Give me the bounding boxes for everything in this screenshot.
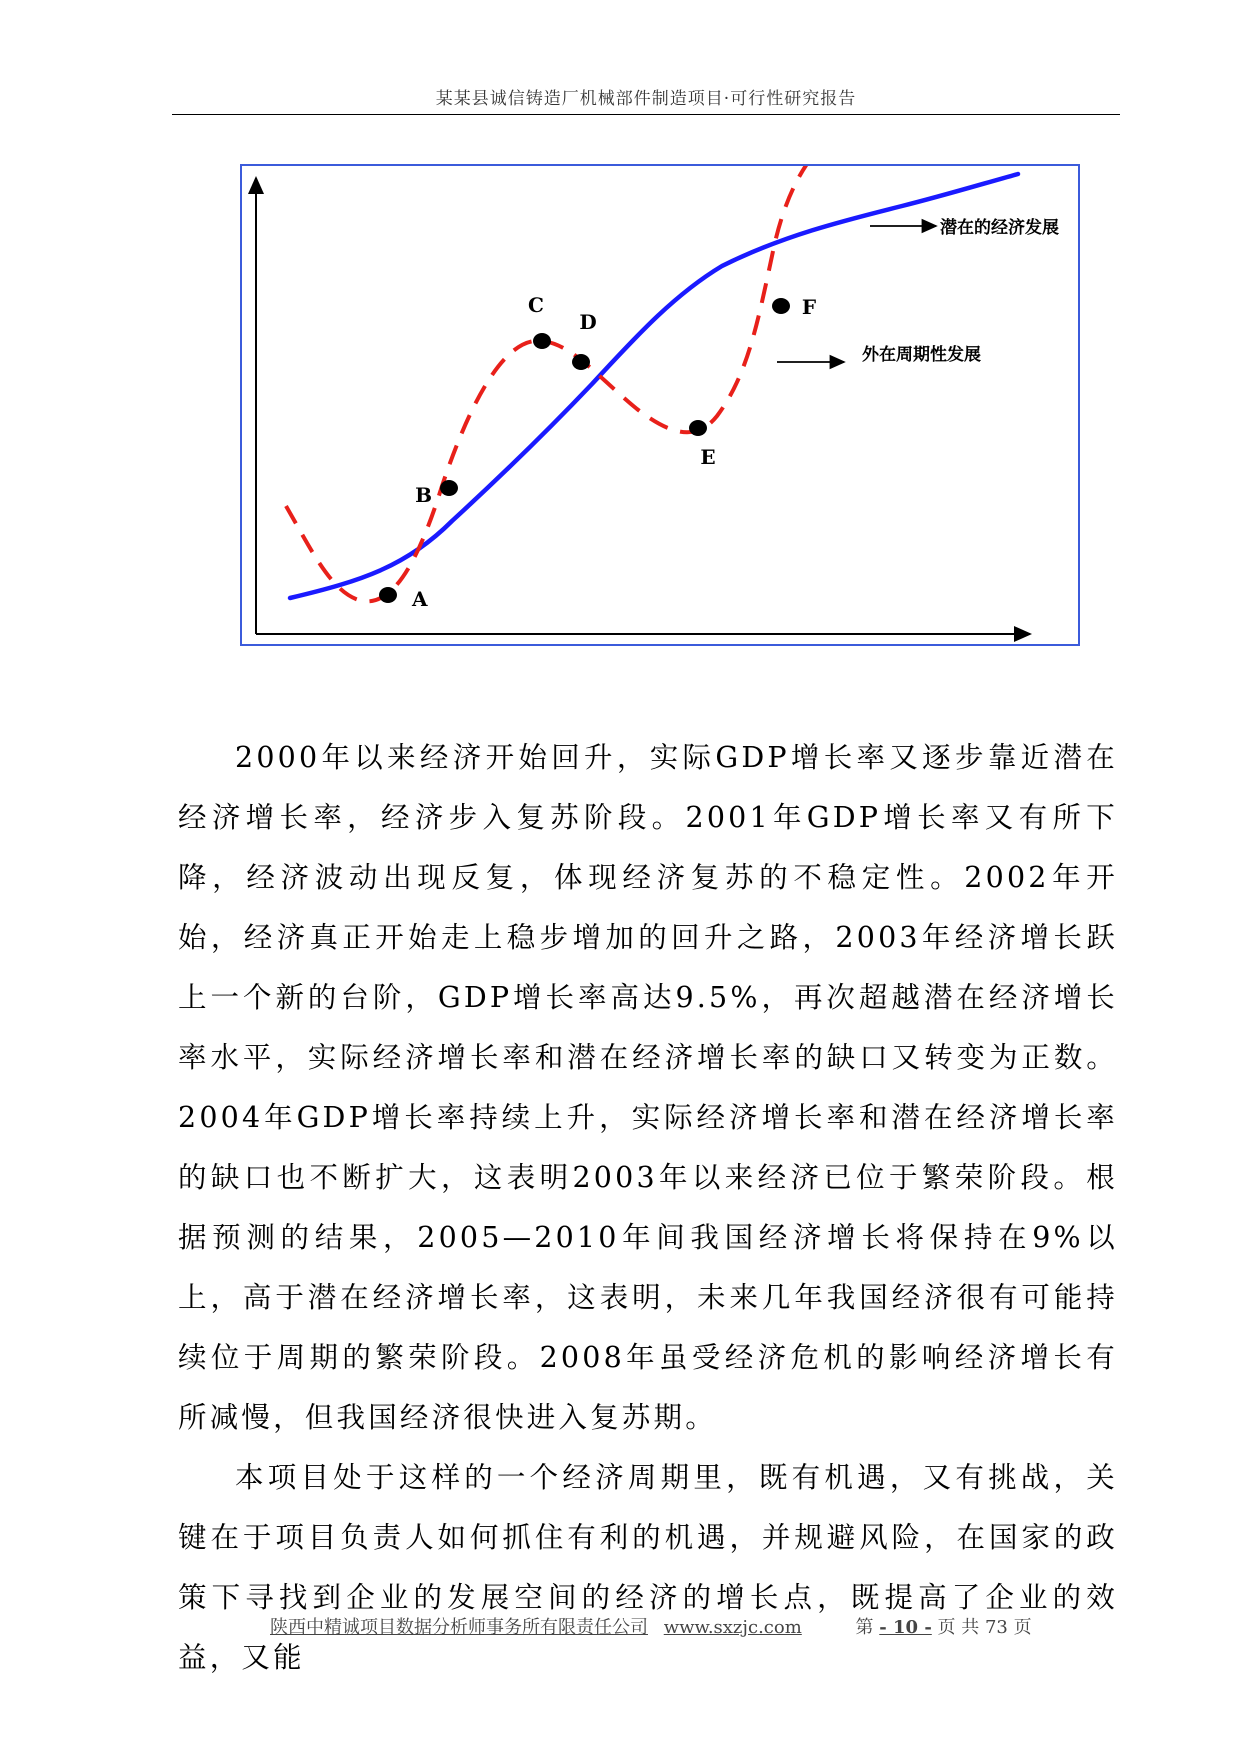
footer-page-prefix: 第 [855, 1617, 874, 1638]
potential-growth-curve [290, 174, 1018, 598]
paragraph: 本项目处于这样的一个经济周期里，既有机遇，又有挑战，关键在于项目负责人如何抓住有利的机遇，并规避风险，在国家的政策下寻找到企业的发展空间的经济的增长点，既提高了企业的效益，又能 [178, 1461, 1118, 1674]
point-F [772, 295, 816, 319]
footer-company: 陕西中精诚项目数据分析师事务所有限责任公司 [270, 1617, 648, 1638]
point-A [379, 587, 428, 611]
point-label-C: C [528, 293, 544, 317]
economic-cycle-figure [240, 164, 1080, 646]
cyclical-growth-curve [286, 166, 809, 601]
point-D [572, 310, 597, 370]
page-header: 某某县诚信铸造厂机械部件制造项目·可行性研究报告 [435, 89, 857, 109]
economic-cycle-diagram [242, 166, 1082, 648]
point-label-A: A [412, 587, 428, 611]
point-B [415, 480, 458, 507]
point-label-E: E [700, 445, 716, 469]
cyclical-growth-label: 外在周期性发展 [862, 345, 981, 365]
point-label-F: F [801, 295, 817, 319]
footer-page-suffix: 页 共 73 页 [937, 1617, 1032, 1638]
paragraph: 2000年以来经济开始回升，实际GDP增长率又逐步靠近潜在经济增长率，经济步入复苏阶段。2001年GDP增长率又有所下降，经济波动出现反复，体现经济复苏的不稳定性。2002年开始，经济真正开始走上稳步增加的回升之路，2003年经济增长跃上一个新的台阶，GDP增长率高达9.5%，再次超越潜在经济增长率水平，实际经济增长率和潜在经济增长率的缺口又转变为正数。2004年GDP增长率持续上升，实际经济增长率和潜在经济增长率的缺口也不断扩大，这表明2003年以来经济已位于繁荣阶段。根据预测的结果，2005—2010年间我国经济增长将保持在9%以上，高于潜在经济增长率，这表明，未来几年我国经济很有可能持续位于周期的繁荣阶段。2008年虽受经济危机的影响经济增长有所减慢，但我国经济很快进入复苏期。 [178, 741, 1118, 1434]
page-footer [270, 1613, 1070, 1643]
point-E [689, 420, 716, 469]
point-label-B: B [415, 483, 432, 507]
point-label-D: D [579, 310, 597, 334]
potential-growth-label: 潜在的经济发展 [940, 218, 1059, 238]
footer-url: www.sxzjc.com [663, 1617, 802, 1638]
header-rule [172, 114, 1120, 115]
footer-page-number: - 10 - [879, 1617, 932, 1638]
point-C [528, 293, 551, 349]
body-text [178, 728, 1118, 1688]
